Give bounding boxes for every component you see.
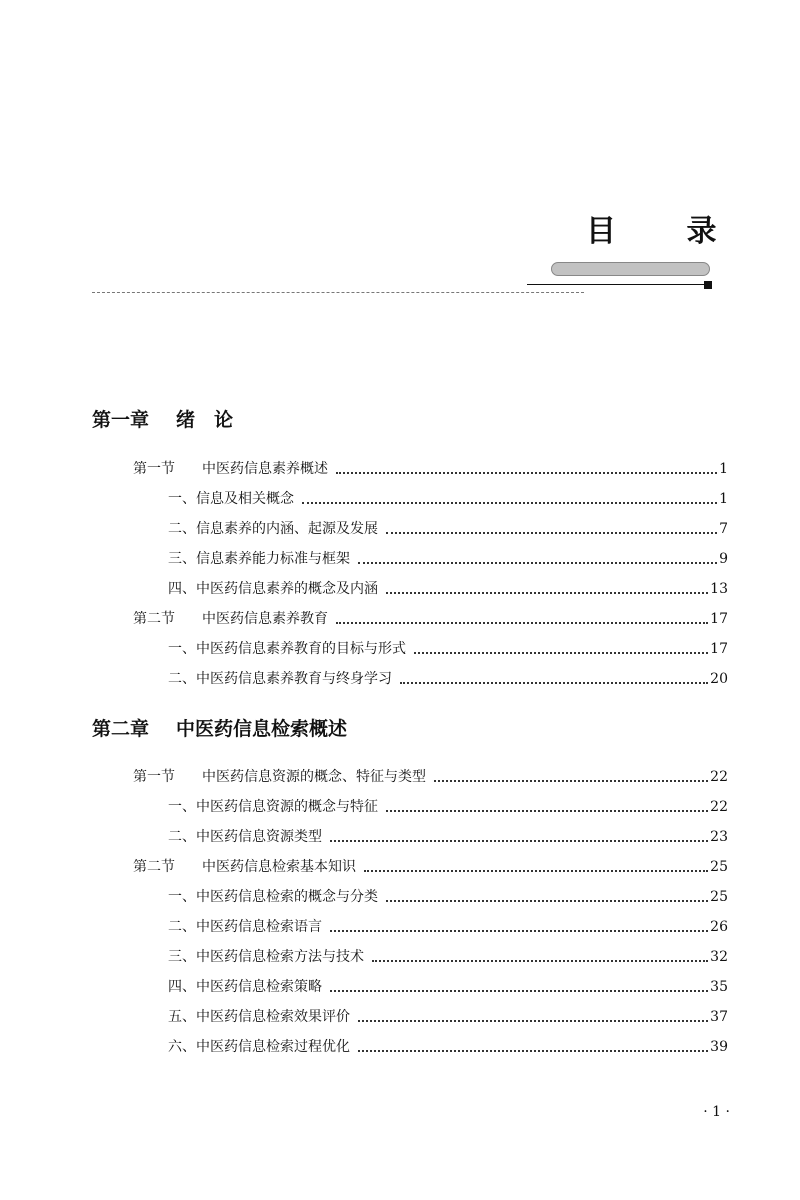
page-number: 1 [719, 461, 728, 477]
dot-leader [386, 810, 708, 812]
dot-leader [386, 592, 708, 594]
dot-leader [386, 532, 717, 534]
toc-subsection-entry[interactable] [168, 545, 728, 569]
toc-subsection-entry[interactable] [168, 793, 728, 817]
page-number: 39 [710, 1039, 728, 1055]
page-number: 35 [710, 979, 728, 995]
chapter-heading [92, 716, 347, 742]
subsection-title: 三、中医药信息检索方法与技术 [168, 949, 364, 965]
dot-leader [358, 1050, 708, 1052]
subsection-title: 三、信息素养能力标准与框架 [168, 551, 350, 567]
dot-leader [330, 930, 708, 932]
dot-leader [358, 562, 717, 564]
toc-subsection-entry[interactable] [168, 883, 728, 907]
toc-subsection-entry[interactable] [168, 515, 728, 539]
page-number: 9 [719, 551, 728, 567]
section-title: 中医药信息素养教育 [202, 611, 328, 627]
subsection-title: 二、信息素养的内涵、起源及发展 [168, 521, 378, 537]
dot-leader [358, 1020, 708, 1022]
subsection-title: 二、中医药信息资源类型 [168, 829, 322, 845]
subsection-title: 六、中医药信息检索过程优化 [168, 1039, 350, 1055]
section-label: 第一节 [133, 461, 175, 477]
dot-leader [372, 960, 708, 962]
toc-section-entry[interactable] [133, 455, 728, 479]
dashed-divider [92, 292, 584, 293]
toc-subsection-entry[interactable] [168, 943, 728, 967]
toc-subsection-entry[interactable] [168, 973, 728, 997]
dot-leader [400, 682, 708, 684]
page-number: 32 [710, 949, 728, 965]
toc-subsection-entry[interactable] [168, 635, 728, 659]
subsection-title: 四、中医药信息检索策略 [168, 979, 322, 995]
dot-leader [302, 502, 717, 504]
page-number: 23 [710, 829, 728, 845]
section-title: 中医药信息资源的概念、特征与类型 [202, 769, 426, 785]
subsection-title: 一、中医药信息资源的概念与特征 [168, 799, 378, 815]
subsection-title: 二、中医药信息素养教育与终身学习 [168, 671, 392, 687]
toc-subsection-entry[interactable] [168, 485, 728, 509]
toc-subsection-entry[interactable] [168, 665, 728, 689]
page-title: 目 录 [586, 214, 747, 249]
dot-leader [336, 622, 708, 624]
dot-leader [330, 840, 708, 842]
section-label: 第二节 [133, 611, 175, 627]
section-title: 中医药信息检索基本知识 [202, 859, 356, 875]
page-number: 22 [710, 769, 728, 785]
section-label: 第一节 [133, 769, 175, 785]
dot-leader [414, 652, 708, 654]
dot-leader [330, 990, 708, 992]
toc-section-entry[interactable] [133, 605, 728, 629]
page-number: 22 [710, 799, 728, 815]
page-number: 1 [719, 491, 728, 507]
page-number: 25 [710, 889, 728, 905]
chapter-heading [92, 407, 233, 433]
toc-subsection-entry[interactable] [168, 575, 728, 599]
dot-leader [336, 472, 717, 474]
toc-subsection-entry[interactable] [168, 1003, 728, 1027]
dot-leader [364, 870, 708, 872]
title-square-marker [704, 281, 712, 289]
page-number: 17 [710, 641, 728, 657]
subsection-title: 四、中医药信息素养的概念及内涵 [168, 581, 378, 597]
subsection-title: 一、信息及相关概念 [168, 491, 294, 507]
dot-leader [434, 780, 708, 782]
page-number: 37 [710, 1009, 728, 1025]
page-number: 26 [710, 919, 728, 935]
toc-subsection-entry[interactable] [168, 823, 728, 847]
chapter-number: 第二章 [92, 718, 150, 740]
chapter-title: 绪 论 [176, 409, 234, 431]
toc-subsection-entry[interactable] [168, 1033, 728, 1057]
section-title: 中医药信息素养概述 [202, 461, 328, 477]
chapter-title: 中医药信息检索概述 [176, 718, 348, 740]
page-number: 13 [710, 581, 728, 597]
subsection-title: 二、中医药信息检索语言 [168, 919, 322, 935]
page-number: 20 [710, 671, 728, 687]
dot-leader [386, 900, 708, 902]
toc-subsection-entry[interactable] [168, 913, 728, 937]
title-decoration-bar [551, 262, 710, 276]
page-number: 25 [710, 859, 728, 875]
section-label: 第二节 [133, 859, 175, 875]
toc-section-entry[interactable] [133, 853, 728, 877]
page-footer-number: · 1 · [703, 1104, 730, 1120]
page-number: 17 [710, 611, 728, 627]
page-number: 7 [719, 521, 728, 537]
chapter-number: 第一章 [92, 409, 150, 431]
subsection-title: 一、中医药信息检索的概念与分类 [168, 889, 378, 905]
subsection-title: 一、中医药信息素养教育的目标与形式 [168, 641, 406, 657]
subsection-title: 五、中医药信息检索效果评价 [168, 1009, 350, 1025]
title-underline [527, 284, 707, 285]
toc-section-entry[interactable] [133, 763, 728, 787]
